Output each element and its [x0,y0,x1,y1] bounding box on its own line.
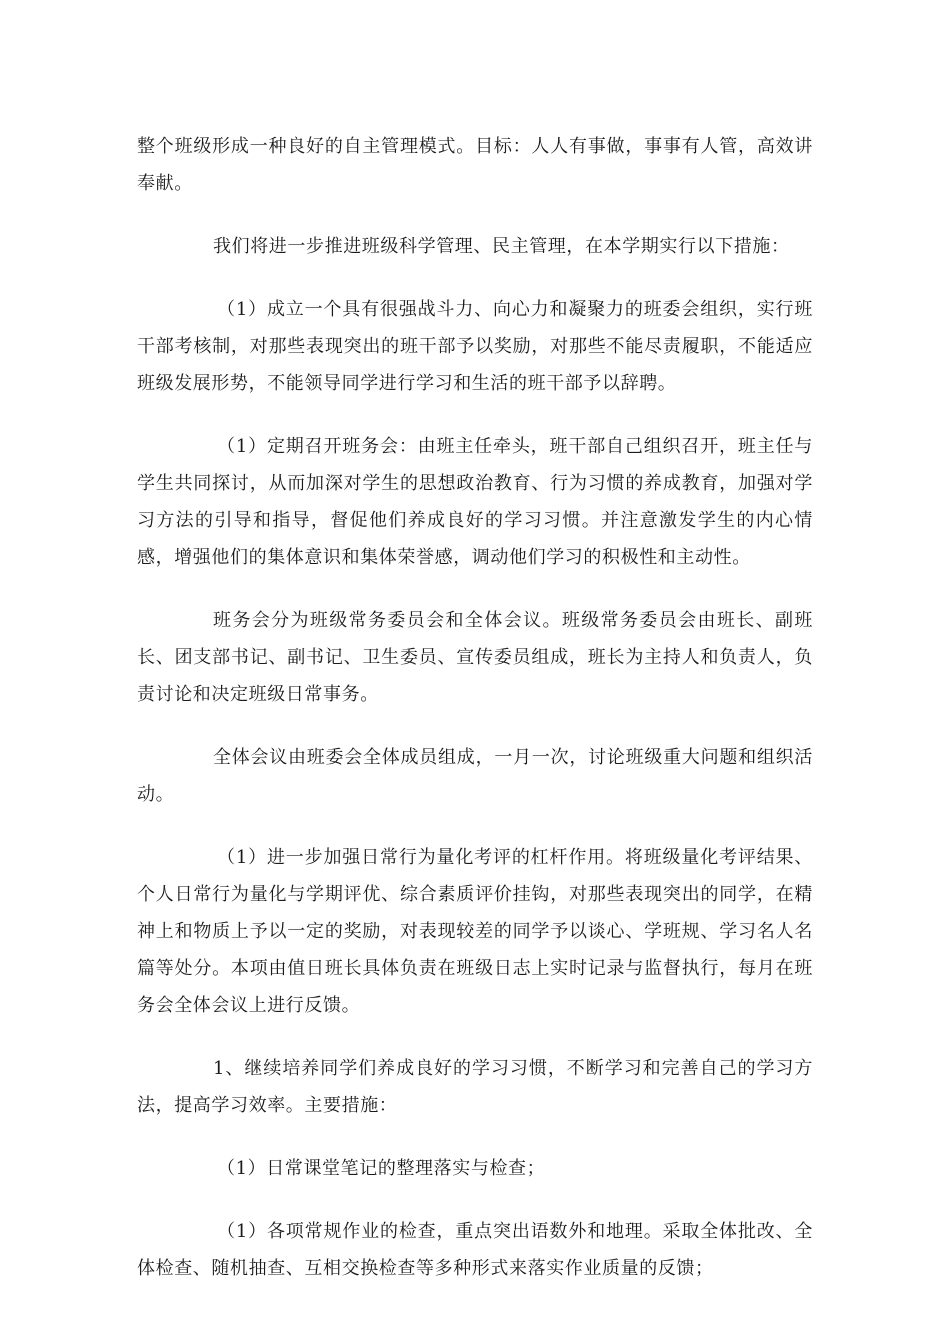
paragraph-quantitative-evaluation: （1）进一步加强日常行为量化考评的杠杆作用。将班级量化考评结果、个人日常行为量化与学期评优、综合素质评价挂钩，对那些表现突出的同学，在精神上和物质上予以一定的奖励，对表现较差的同学予以谈心、学班规、学习名人名篇等处分。本项由值日班长具体负责在班级日志上实时记录与监督执行，每月在班务会全体会议上进行反馈。 [137,847,813,1016]
paragraph-class-meeting: （1）定期召开班务会：由班主任牵头，班干部自己组织召开，班主任与学生共同探讨，从而加深对学生的思想政治教育、行为习惯的养成教育，加强对学习方法的引导和指导，督促他们养成良好的学习习惯。并注意激发学生的内心情感，增强他们的集体意识和集体荣誉感，调动他们学习的积极性和主动性。 [137,436,813,568]
paragraph-study-habits: 1、继续培养同学们养成良好的学习习惯，不断学习和完善自己的学习方法，提高学习效率。主要措施： [137,1058,813,1116]
paragraph-general-meeting: 全体会议由班委会全体成员组成，一月一次，讨论班级重大问题和组织活动。 [137,747,813,805]
paragraph-class-notes: （1）日常课堂笔记的整理落实与检查； [217,1158,546,1179]
paragraph-homework-check: （1）各项常规作业的检查，重点突出语数外和地理。采取全体批改、全体检查、随机抽查、互相交换检查等多种形式来落实作业质量的反馈； [137,1221,813,1279]
paragraph-class-committee: （1）成立一个具有很强战斗力、向心力和凝聚力的班委会组织，实行班干部考核制，对那些表现突出的班干部予以奖励，对那些不能尽责履职，不能适应班级发展形势，不能领导同学进行学习和生活的班干部予以辞聘。 [137,299,813,394]
paragraph-management-goal: 整个班级形成一种良好的自主管理模式。目标：人人有事做，事事有人管，高效讲奉献。 [137,136,813,194]
paragraph-standing-committee: 班务会分为班级常务委员会和全体会议。班级常务委员会由班长、副班长、团支部书记、副书记、卫生委员、宣传委员组成，班长为主持人和负责人，负责讨论和决定班级日常事务。 [137,610,813,705]
paragraph-measures-intro: 我们将进一步推进班级科学管理、民主管理，在本学期实行以下措施： [213,236,790,257]
document-body [137,128,813,1313]
